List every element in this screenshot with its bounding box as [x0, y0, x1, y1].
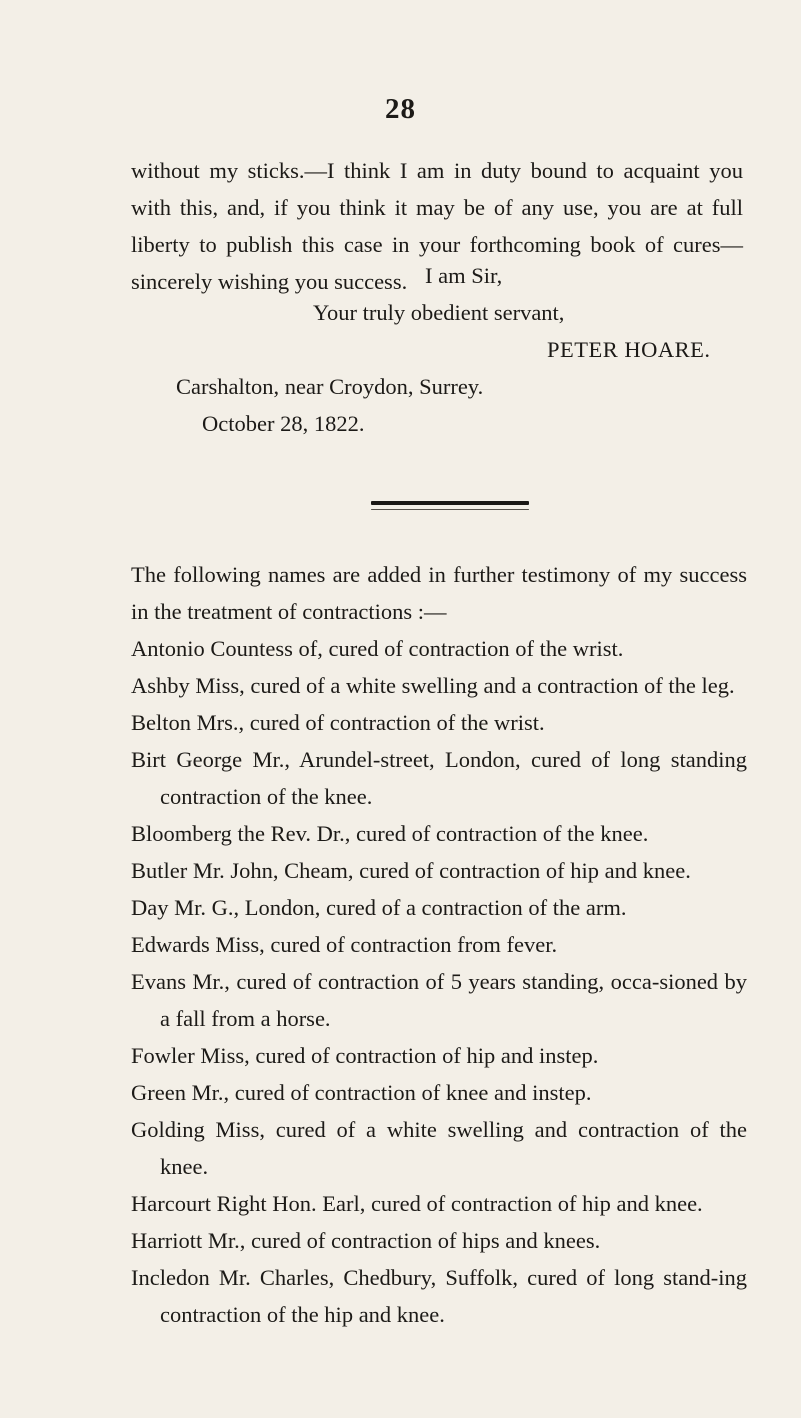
list-item: Ashby Miss, cured of a white swelling and a contraction of the leg. [131, 673, 735, 698]
section-divider-thick [371, 501, 529, 505]
page-number: 28 [385, 93, 416, 125]
list-item: Edwards Miss, cured of contraction from fever. [131, 932, 558, 957]
list-item: Belton Mrs., cured of contraction of the wrist. [131, 710, 545, 735]
letter-closing: I am Sir, [425, 263, 503, 288]
testimony-list [131, 630, 747, 1333]
list-item: Golding Miss, cured of a white swelling and contraction of the knee. [131, 1117, 747, 1179]
list-item: Antonio Countess of, cured of contraction of the wrist. [131, 636, 624, 661]
letter-signature: PETER HOARE. [547, 337, 711, 362]
list-item: Day Mr. G., London, cured of a contraction of the arm. [131, 895, 627, 920]
list-item: Green Mr., cured of contraction of knee and instep. [131, 1080, 592, 1105]
letter-valediction: Your truly obedient servant, [313, 300, 565, 325]
list-item: Evans Mr., cured of contraction of 5 years standing, occa-sioned by a fall from a horse. [131, 969, 747, 1031]
letter-date: October 28, 1822. [202, 411, 365, 436]
list-item: Harcourt Right Hon. Earl, cured of contraction of hip and knee. [131, 1191, 703, 1216]
list-item: Fowler Miss, cured of contraction of hip and instep. [131, 1043, 599, 1068]
list-item: Butler Mr. John, Cheam, cured of contraction of hip and knee. [131, 858, 691, 883]
list-item: Incledon Mr. Charles, Chedbury, Suffolk, cured of long stand-ing contraction of the hip and knee. [131, 1265, 747, 1327]
letter-body-text: without my sticks.—I think I am in duty bound to acquaint you with this, and, if you think it may be of any use, you are at full liberty to publish this case in your forthcoming book of cures—sincerely wishing you success. [131, 158, 743, 294]
list-item: Bloomberg the Rev. Dr., cured of contraction of the knee. [131, 821, 649, 846]
section-divider-thin [371, 509, 529, 510]
list-item: Birt George Mr., Arundel-street, London, cured of long standing contraction of the knee. [131, 747, 747, 809]
letter-address: Carshalton, near Croydon, Surrey. [176, 374, 484, 399]
list-item: Harriott Mr., cured of contraction of hips and knees. [131, 1228, 601, 1253]
testimony-intro: The following names are added in further testimony of my success in the treatment of contractions :— [131, 562, 747, 624]
